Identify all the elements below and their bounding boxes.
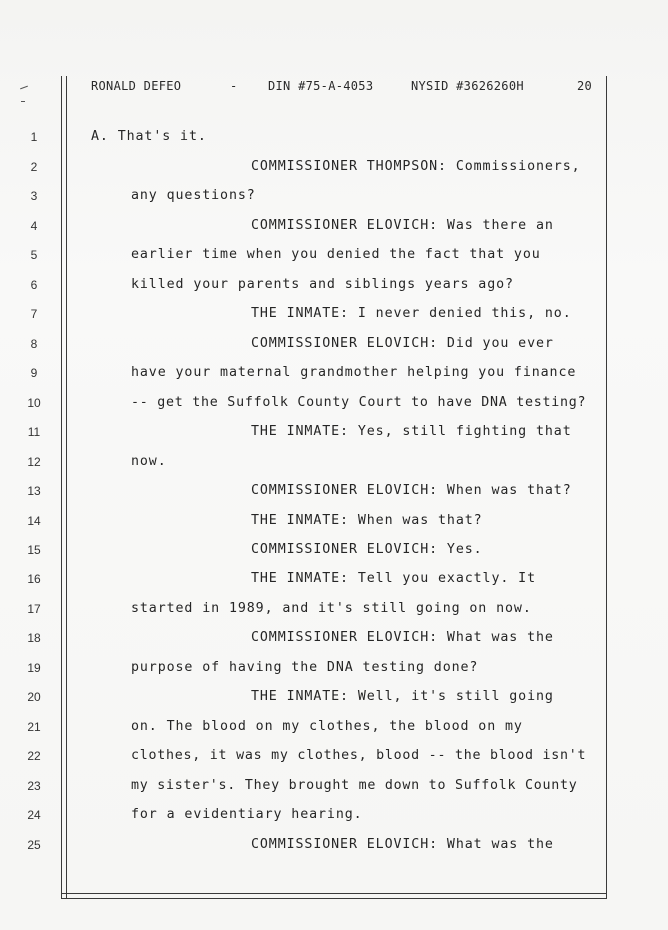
transcript-line: A. That's it. xyxy=(91,129,207,144)
transcript-header xyxy=(0,79,668,95)
transcript-line: earlier time when you denied the fact that you xyxy=(131,247,541,262)
transcript-line: THE INMATE: Tell you exactly. It xyxy=(251,571,536,586)
transcript-line: THE INMATE: I never denied this, no. xyxy=(251,306,572,321)
right-margin-rule xyxy=(606,76,607,899)
inmate-name: RONALD DEFEO xyxy=(91,79,182,93)
line-number: 23 xyxy=(27,779,41,793)
left-margin-rule-outer xyxy=(61,76,62,899)
transcript-line: COMMISSIONER ELOVICH: What was the xyxy=(251,837,554,852)
transcript-line: -- get the Suffolk County Court to have DNA testing? xyxy=(131,395,587,410)
transcript-line: THE INMATE: Well, it's still going xyxy=(251,689,554,704)
left-margin-rule-inner xyxy=(66,76,67,899)
transcript-line: killed your parents and siblings years ago? xyxy=(131,277,514,292)
transcript-line: my sister's. They brought me down to Suffolk County xyxy=(131,778,578,793)
line-number: 10 xyxy=(27,396,41,410)
line-number: 2 xyxy=(30,160,38,174)
transcript-line: THE INMATE: Yes, still fighting that xyxy=(251,424,572,439)
line-number: 22 xyxy=(27,749,41,763)
page-number: 20 xyxy=(577,79,593,93)
transcript-line: COMMISSIONER ELOVICH: Yes. xyxy=(251,542,483,557)
din-number: DIN #75-A-4053 xyxy=(268,79,374,93)
transcript-line: have your maternal grandmother helping you finance xyxy=(131,365,577,380)
bottom-rule-upper xyxy=(61,893,607,894)
transcript-line: for a evidentiary hearing. xyxy=(131,807,363,822)
transcript-line: started in 1989, and it's still going on now. xyxy=(131,601,532,616)
line-number: 20 xyxy=(27,690,41,704)
transcript-line: purpose of having the DNA testing done? xyxy=(131,660,479,675)
transcript-line: COMMISSIONER ELOVICH: When was that? xyxy=(251,483,572,498)
line-number: 16 xyxy=(27,572,41,586)
transcript-line: COMMISSIONER ELOVICH: What was the xyxy=(251,630,554,645)
transcript-line: clothes, it was my clothes, blood -- the blood isn't xyxy=(131,748,587,763)
line-number: 14 xyxy=(27,514,41,528)
line-number: 21 xyxy=(27,720,41,734)
line-number: 1 xyxy=(30,130,38,144)
line-number: 19 xyxy=(27,661,41,675)
line-number: 15 xyxy=(27,543,41,557)
line-number: 24 xyxy=(27,808,41,822)
transcript-line: COMMISSIONER ELOVICH: Was there an xyxy=(251,218,554,233)
line-number: 5 xyxy=(30,248,38,262)
line-number: 25 xyxy=(27,838,41,852)
line-number: 18 xyxy=(27,631,41,645)
line-number: 8 xyxy=(30,337,38,351)
line-number: 9 xyxy=(30,366,38,380)
transcript-line: now. xyxy=(131,454,167,469)
line-number: 13 xyxy=(27,484,41,498)
line-number: 12 xyxy=(27,455,41,469)
line-number: 3 xyxy=(30,189,38,203)
header-separator: - xyxy=(230,79,238,93)
transcript-line: any questions? xyxy=(131,188,256,203)
transcript-line: COMMISSIONER THOMPSON: Commissioners, xyxy=(251,159,581,174)
line-number: 4 xyxy=(30,219,38,233)
transcript-line: THE INMATE: When was that? xyxy=(251,513,483,528)
line-number: 17 xyxy=(27,602,41,616)
transcript-line: on. The blood on my clothes, the blood on my xyxy=(131,719,523,734)
line-number: 6 xyxy=(30,278,38,292)
line-number: 11 xyxy=(27,425,41,439)
bottom-rule-lower xyxy=(61,898,607,899)
nysid-number: NYSID #3626260H xyxy=(411,79,524,93)
transcript-line: COMMISSIONER ELOVICH: Did you ever xyxy=(251,336,554,351)
scan-mark xyxy=(21,101,25,102)
line-number: 7 xyxy=(30,307,38,321)
